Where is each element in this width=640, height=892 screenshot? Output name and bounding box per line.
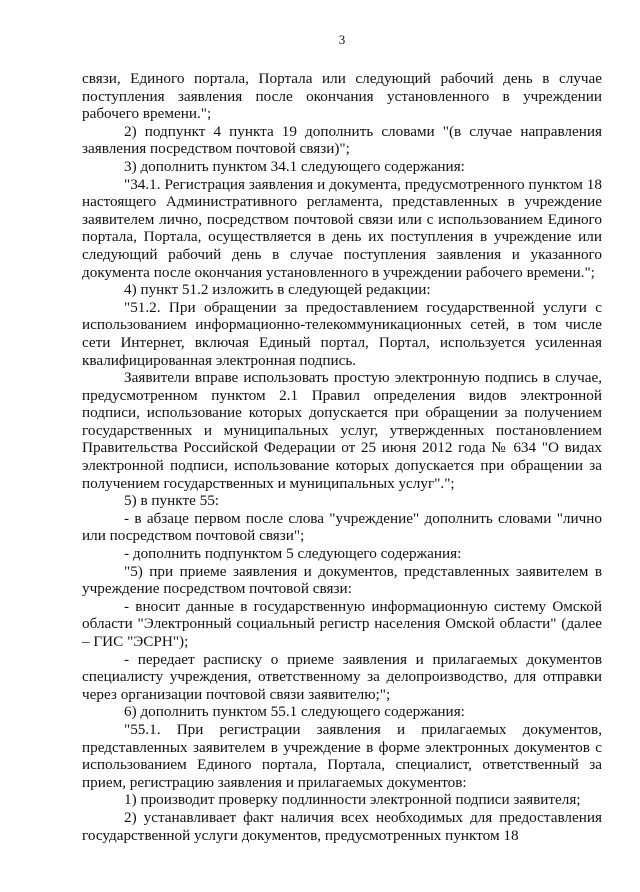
paragraph: - передает расписку о приеме заявления и прилагаемых документов специалисту учреждения, ответственному за делопроизводство, для отправки через организации почтовой связи заявителю;"; xyxy=(82,650,602,703)
paragraph: "5) при приеме заявления и документов, представленных заявителем в учреждение посредством почтовой связи: xyxy=(82,562,602,598)
page-number: 3 xyxy=(338,32,346,47)
paragraph: 2) подпункт 4 пункта 19 дополнить словами "(в случае направления заявления посредством почтовой связи)"; xyxy=(82,122,602,158)
paragraph: 6) дополнить пунктом 55.1 следующего содержания: xyxy=(124,703,465,721)
paragraph: - в абзаце первом после слова "учреждение" дополнить словами "лично или посредством почтовой связи"; xyxy=(82,509,602,545)
paragraph: - вносит данные в государственную информационную систему Омской области "Электронный социальный регистр населения Омской области" (далее – ГИС "ЭСРН"); xyxy=(82,597,602,650)
paragraph: "55.1. При регистрации заявления и прилагаемых документов, представленных заявителем в учреждение в форме электронных документов с использованием Единого портала, Портала, специалист, ответственный за прием, регистрацию заявления и прилагаемых документов: xyxy=(82,720,602,791)
paragraph: 3) дополнить пунктом 34.1 следующего содержания: xyxy=(124,157,465,175)
paragraph: "51.2. При обращении за предоставлением государственной услуги с использованием информационно-телекоммуникационных сетей, в том числе сети Интернет, включая Единый портал, Портал, используется усиленная квалифицированная электронная подпись. xyxy=(82,298,602,369)
paragraph: "34.1. Регистрация заявления и документа, предусмотренного пунктом 18 настоящего Административного регламента, представленных в учреждение заявителем лично, посредством почтовой связи или с использованием Единого портала, Портала, осуществляется в день их поступления в учреждение или следующий рабочий день в случае поступления заявления и указанного документа после окончания установленного в учреждении рабочего времени."; xyxy=(82,175,602,281)
paragraph: 4) пункт 51.2 изложить в следующей редакции: xyxy=(124,281,431,299)
paragraph: 5) в пункте 55: xyxy=(124,492,220,510)
paragraph: 1) производит проверку подлинности электронной подписи заявителя; xyxy=(124,791,581,809)
paragraph: связи, Единого портала, Портала или следующий рабочий день в случае поступления заявления после окончания установленного в учреждении рабочего времени."; xyxy=(82,70,602,123)
paragraph: Заявители вправе использовать простую электронную подпись в случае, предусмотренном пунктом 2.1 Правил определения видов электронной подписи, использование которых допускается при обращении за получением государственных и муниципальных услуг, утвержденных постановлением Правительства Российской Федерации от 25 июня 2012 года № 634 "О видах электронной подписи, использование которых допускается при обращении за получением государственных и муниципальных услуг"."; xyxy=(82,369,602,492)
paragraph: 2) устанавливает факт наличия всех необходимых для предоставления государственной услуги документов, предусмотренных пунктом 18 xyxy=(82,808,602,844)
paragraph: - дополнить подпунктом 5 следующего содержания: xyxy=(124,545,462,563)
